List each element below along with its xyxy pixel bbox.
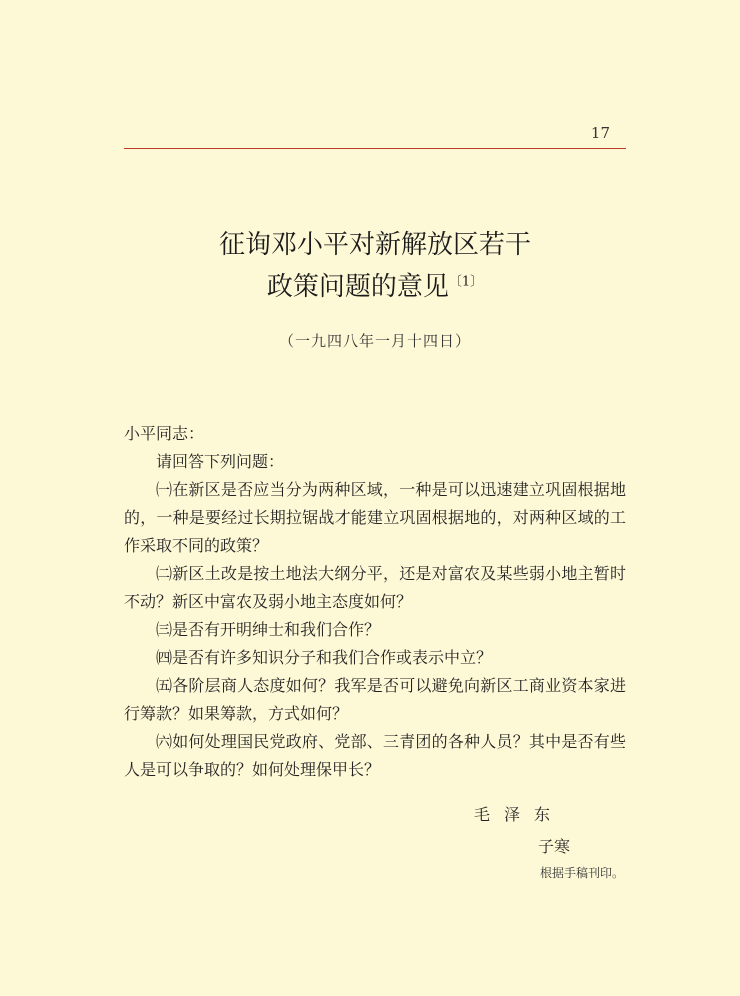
intro-line: 请回答下列问题： bbox=[156, 452, 285, 471]
letter-body bbox=[124, 420, 626, 784]
question-2: ㈡新区土改是按土地法大纲分平，还是对富农及某些弱小地主暂时不动？新区中富农及弱小地主态度如何？ bbox=[124, 564, 626, 611]
signer-name: 毛泽东 bbox=[474, 805, 565, 824]
title-line-2 bbox=[124, 266, 626, 308]
source-note: 根据手稿刊印。 bbox=[539, 866, 624, 880]
title-line-1: 征询邓小平对新解放区若干 bbox=[218, 230, 531, 260]
question-3: ㈢是否有开明绅士和我们合作？ bbox=[156, 620, 381, 639]
title-line-2-text: 政策问题的意见 bbox=[266, 272, 449, 302]
page-number: 17 bbox=[590, 124, 610, 142]
signer-alias: 子寒 bbox=[538, 837, 571, 856]
question-1: ㈠在新区是否应当分为两种区域，一种是可以迅速建立巩固根据地的，一种是要经过长期拉锯战才能建立巩固根据地的，对两种区域的工作采取不同的政策？ bbox=[124, 480, 626, 555]
document-title bbox=[124, 224, 626, 308]
question-6: ㈥如何处理国民党政府、党部、三青团的各种人员？其中是否有些人是可以争取的？如何处理保甲长？ bbox=[124, 732, 626, 779]
header-rule bbox=[124, 148, 626, 149]
question-4: ㈣是否有许多知识分子和我们合作或表示中立？ bbox=[156, 648, 493, 667]
document-date: （一九四八年一月十四日） bbox=[278, 332, 471, 350]
question-5: ㈤各阶层商人态度如何？我军是否可以避免向新区工商业资本家进行筹款？如果筹款，方式如何？ bbox=[124, 676, 626, 723]
salutation: 小平同志： bbox=[124, 424, 205, 443]
footnote-marker[interactable]: 〔1〕 bbox=[448, 274, 484, 290]
